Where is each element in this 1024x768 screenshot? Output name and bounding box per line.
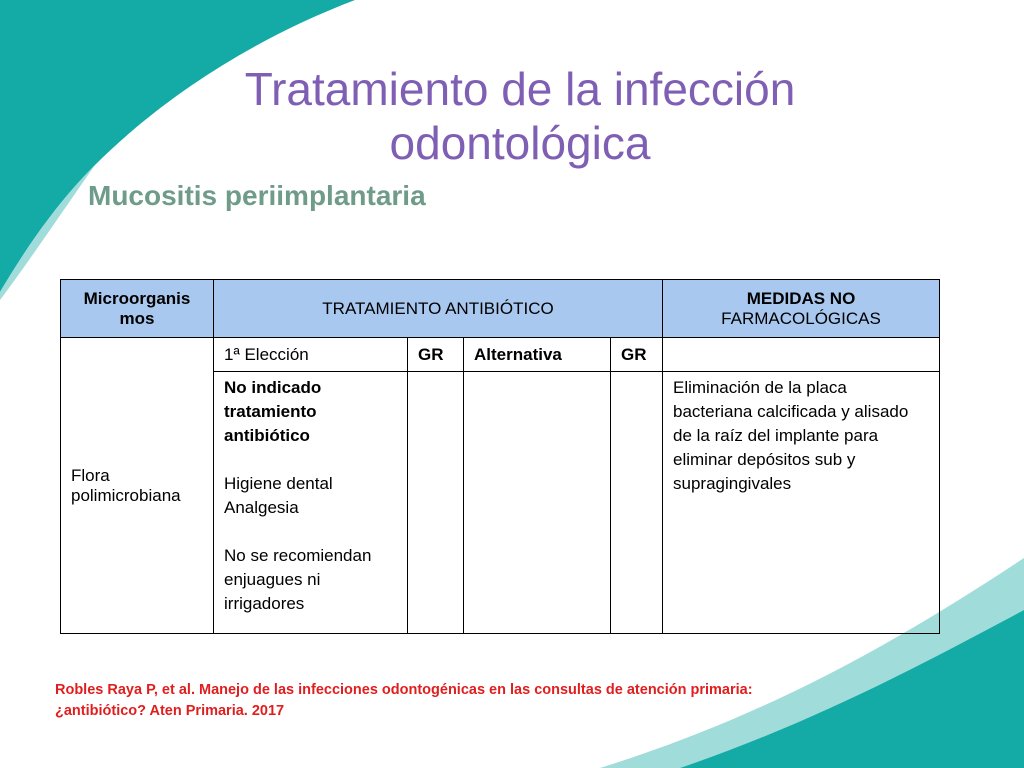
reference-citation — [55, 680, 955, 722]
cell-gr-1 — [408, 372, 464, 634]
header-non-pharmacological — [663, 280, 940, 338]
reference-line2: ¿antibiótico? Aten Primaria. 2017 — [55, 703, 285, 719]
slide-title-line1: Tratamiento de la infección — [244, 63, 796, 115]
subheader-gr-2: GR — [611, 338, 663, 372]
non-pharmacological-text: Eliminación de la placa bacteriana calcificada y alisado de la raíz del implante para eliminar depósitos sub y supragingivales — [673, 378, 909, 493]
first-choice-hygiene: Higiene dental — [224, 474, 333, 493]
first-choice-not-indicated: No indicado tratamiento antibiótico — [224, 378, 322, 445]
first-choice-not-recommended: No se recomiendan enjuagues ni irrigadores — [224, 546, 372, 613]
header-antibiotic-treatment: TRATAMIENTO ANTIBIÓTICO — [214, 280, 663, 338]
subheader-empty-cell — [663, 338, 940, 372]
slide-subtitle: Mucositis periimplantaria — [88, 180, 426, 211]
table-header-row — [61, 280, 940, 338]
cell-microorganism: Flora polimicrobiana — [61, 338, 214, 634]
table-subheader-row — [61, 338, 940, 372]
slide-title-line2: odontológica — [389, 117, 651, 169]
first-choice-analgesia: Analgesia — [224, 498, 299, 517]
cell-alternative — [464, 372, 611, 634]
subheader-alternative: Alternativa — [464, 338, 611, 372]
reference-line1: Robles Raya P, et al. Manejo de las infecciones odontogénicas en las consultas de atención primaria: — [55, 682, 753, 698]
header-microorganisms: Microorganis mos — [61, 280, 214, 338]
slide-title — [140, 62, 900, 170]
header-non-pharmacological-line2: FARMACOLÓGICAS — [721, 308, 881, 328]
cell-non-pharmacological — [663, 372, 940, 634]
subheader-gr-1: GR — [408, 338, 464, 372]
subheader-first-choice: 1ª Elección — [214, 338, 408, 372]
header-non-pharmacological-line1: MEDIDAS NO — [746, 288, 856, 308]
cell-gr-2 — [611, 372, 663, 634]
cell-first-choice — [214, 372, 408, 634]
treatment-table — [60, 279, 940, 634]
